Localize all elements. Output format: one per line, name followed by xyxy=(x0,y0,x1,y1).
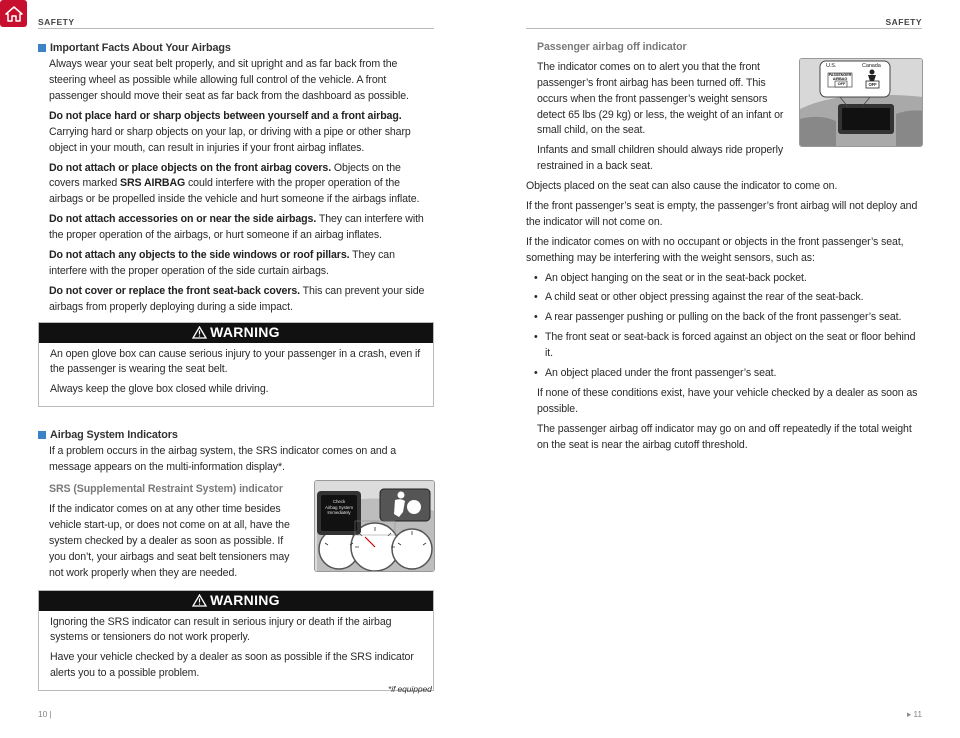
warning-header: WARNING xyxy=(39,323,433,343)
list-item: • A rear passenger pushing or pulling on the back of the front passenger’s seat. xyxy=(526,310,922,326)
body-paragraph: The passenger airbag off indicator may go on and off repeatedly if the total weight on the seat is near the airbag cutoff threshold. xyxy=(537,422,912,451)
section-header-right: SAFETY xyxy=(885,17,922,27)
dashboard-figure xyxy=(800,59,923,147)
us-label: U.S. xyxy=(826,63,837,69)
indicators-paragraph: If a problem occurs in the airbag system, the SRS indicator comes on and a message appears on the multi-information display*. xyxy=(49,445,397,474)
body-paragraph: Infants and small children should always ride properly restrained in a back seat. xyxy=(537,144,784,173)
page-number-right[interactable]: ▸ 11 xyxy=(906,709,922,719)
list-item: • A child seat or other object pressing against the rear of the seat-back. xyxy=(526,290,922,306)
warning-text: Ignoring the SRS indicator can result in serious injury or death if the airbag systems or tensioners do not work properly. xyxy=(50,615,392,644)
section-marker-icon xyxy=(38,431,46,439)
warning-text: Always keep the glove box closed while driving. xyxy=(50,383,269,396)
indicators-heading: Airbag System Indicators xyxy=(38,427,434,443)
header-divider-left xyxy=(38,28,434,29)
facts-paragraph: Do not attach accessories on or near the side airbags. They can interfere with the proper operation of the airbags, or hurt someone if an airbag inflates. xyxy=(49,213,424,242)
warning-triangle-icon xyxy=(192,594,207,607)
home-button[interactable] xyxy=(0,0,27,27)
us-off-label: OFF xyxy=(837,81,846,86)
warning-box-srs xyxy=(38,590,434,692)
right-page xyxy=(526,40,922,457)
footnote: *if equipped xyxy=(388,684,432,694)
section-marker-icon xyxy=(38,44,46,52)
facts-paragraph: Do not cover or replace the front seat-back covers. This can prevent your side airbags from properly deploying during a side impact. xyxy=(49,284,425,313)
facts-paragraph: Always wear your seat belt properly, and sit upright and as far back from the steering wheel as possible while allowing full control of the vehicle. A front passenger should move their seat as far back from the dashboard as possible. xyxy=(49,58,409,102)
body-paragraph: If none of these conditions exist, have your vehicle checked by a dealer as soon as possible. xyxy=(537,386,918,415)
body-paragraph: The indicator comes on to alert you that the front passenger’s front airbag has been turned off. This occurs when the front passenger’s weight sensors detect 65 lbs (29 kg) or less, the weight of an infant or small child, on the seat. xyxy=(537,60,784,137)
body-paragraph: If the front passenger’s seat is empty, the passenger’s front airbag will not deploy and the indicator will not come on. xyxy=(526,200,918,228)
facts-paragraph: Do not attach or place objects on the front airbag covers. Objects on the covers marked SRS AIRBAG could interfere with the proper operation of the airbags or be propelled inside the vehicle and hurt someone if the airbags inflate. xyxy=(49,161,420,206)
srs-indicator-subheading: SRS (Supplemental Restraint System) indicator xyxy=(49,483,283,496)
warning-text: Have your vehicle checked by a dealer as soon as possible if the SRS indicator alerts you to a possible problem. xyxy=(50,651,414,680)
canada-label: Canada xyxy=(862,63,881,69)
list-item: • An object hanging on the seat or in the seat-back pocket. xyxy=(526,271,922,287)
facts-paragraph: Do not place hard or sharp objects between yourself and a front airbag. Carrying hard or sharp objects on your lap, or driving with a pipe or other sharp object in your mouth, can result in injuries if your front airbag inflates. xyxy=(49,109,411,154)
body-paragraph: Objects placed on the seat can also cause the indicator to come on. xyxy=(526,180,838,193)
gauge-cluster-illustration xyxy=(314,480,435,572)
canada-off-label: OFF xyxy=(868,82,877,87)
facts-paragraph: Do not attach any objects to the side windows or roof pillars. They can interfere with the proper operation of the side curtain airbags. xyxy=(49,248,395,277)
page-number-left: 10 | xyxy=(38,709,52,719)
passenger-airbag-subheading: Passenger airbag off indicator xyxy=(537,41,687,53)
warning-header: WARNING xyxy=(39,591,433,611)
body-paragraph: If the indicator comes on with no occupant or objects in the front passenger’s seat, something may be interfering with the weight sensors, such as: xyxy=(526,235,904,264)
us-indicator-text: PASSENGER AIRBAG xyxy=(828,73,852,82)
home-icon xyxy=(5,6,23,22)
list-item: • An object placed under the front passenger’s seat. xyxy=(526,366,922,382)
warning-box-glovebox xyxy=(38,322,434,408)
instrument-cluster-figure xyxy=(315,481,435,572)
left-page xyxy=(38,40,434,691)
passenger-airbag-illustration xyxy=(799,58,923,147)
header-divider-right xyxy=(526,28,922,29)
srs-paragraph: If the indicator comes on at any other time besides vehicle start-up, or does not come on at all, have the system checked by a dealer as soon as possible. If you don’t, your airbags and seat belt tensioners may not work properly when they are needed. xyxy=(49,503,290,579)
warning-triangle-icon xyxy=(192,326,207,339)
section-header-left: SAFETY xyxy=(38,17,75,27)
list-item: • The front seat or seat-back is forced against an object on the seat or floor behind it. xyxy=(526,330,922,362)
warning-text: An open glove box can cause serious injury to your passenger in a crash, even if the passenger is wearing the seat belt. xyxy=(50,347,421,376)
facts-heading: Important Facts About Your Airbags xyxy=(38,40,434,56)
mid-display-message: Check Airbag System Immediately xyxy=(325,499,353,515)
